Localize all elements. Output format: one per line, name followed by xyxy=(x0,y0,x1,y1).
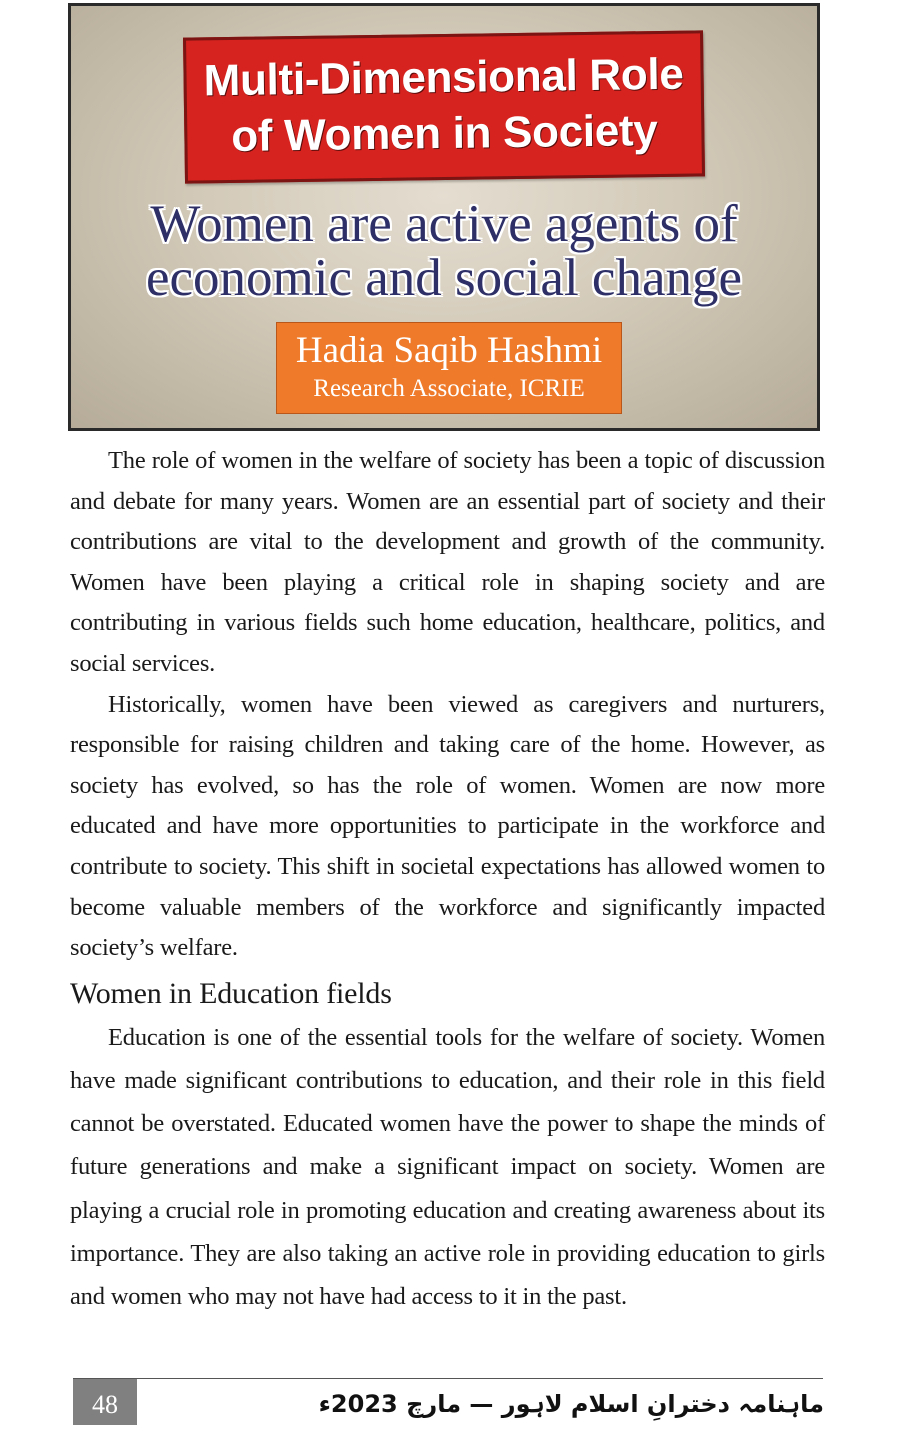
title-box xyxy=(183,30,705,183)
paragraph-education: Education is one of the essential tools for the welfare of society. Women have made significant contributions to education, and their role in this field cannot be overstated. Educated women have the power to shape the minds of future generations and make a significant impact on society. Women are playing a crucial role in promoting education and creating awareness about its importance. They are also taking an active role in providing education to girls and women who may not have had access to it in the past. xyxy=(70,1023,825,1310)
page-number: 48 xyxy=(73,1379,137,1425)
paragraph-intro: The role of women in the welfare of society has been a topic of discussion and debate for many years. Women are an essential part of society and their contributions are vital to the development and growth of the community. Women have been playing a critical role in shaping society and are contributing in various fields such home education, healthcare, politics, and social services. xyxy=(70,447,825,677)
subtitle-line-2: economic and social change xyxy=(146,249,742,307)
paragraph-history: Historically, women have been viewed as caregivers and nurturers, responsible for raising children and taking care of the home. However, as society has evolved, so has the role of women. Women are now more educated and have more opportunities to participate in the workforce and contribute to society. This shift in societal expectations has allowed women to become valuable members of the workforce and significantly impacted society’s welfare. xyxy=(70,690,825,962)
footer-rule xyxy=(73,1378,823,1379)
title-line-2: of Women in Society xyxy=(230,106,658,161)
author-name: Hadia Saqib Hashmi xyxy=(295,330,603,371)
author-role: Research Associate, ICRIE xyxy=(313,375,585,402)
subtitle-line-1: Women are active agents of xyxy=(150,195,738,253)
magazine-masthead: ماہنامہ دخترانِ اسلام لاہور — مارچ 2023ء xyxy=(318,1390,824,1418)
author-box xyxy=(276,322,622,414)
article-banner xyxy=(68,3,820,431)
section-heading: Women in Education fields xyxy=(70,976,392,1010)
title-line-1: Multi-Dimensional Role xyxy=(203,49,684,106)
article-body xyxy=(70,441,825,1318)
